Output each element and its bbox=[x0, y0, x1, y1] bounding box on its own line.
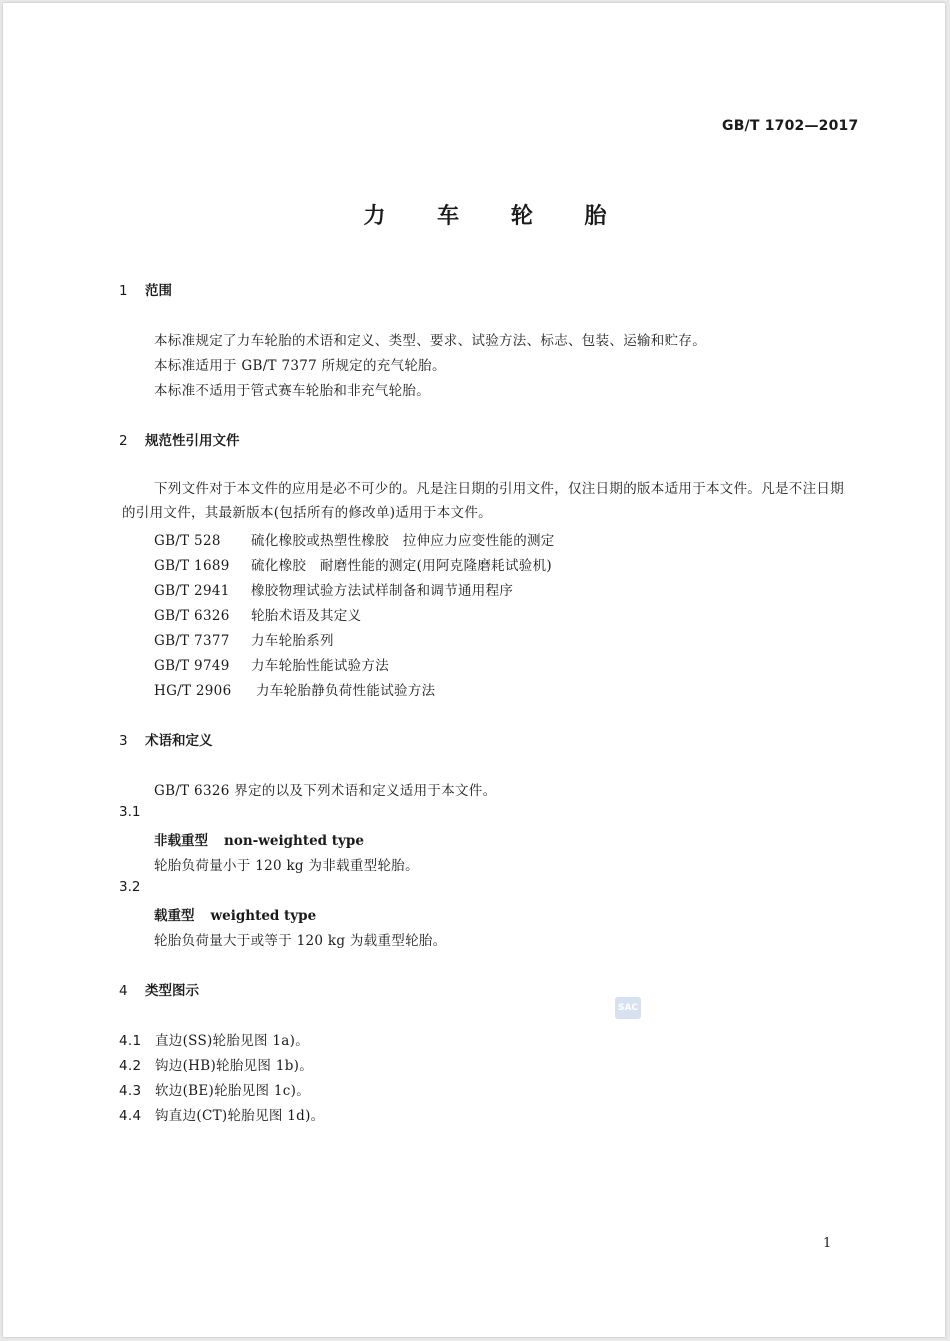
reference-title: 轮胎术语及其定义 bbox=[251, 608, 362, 624]
reference-code: GB/T 1689 bbox=[154, 558, 230, 574]
reference-item bbox=[154, 629, 334, 649]
reference-title: 力车轮胎静负荷性能试验方法 bbox=[256, 683, 436, 699]
list-item bbox=[119, 1104, 324, 1124]
document-title: 力 车 轮 胎 bbox=[363, 204, 629, 229]
section-2-heading bbox=[119, 429, 240, 449]
section-title: 范围 bbox=[145, 283, 172, 299]
reference-code: GB/T 7377 bbox=[154, 633, 230, 649]
item-number: 4.1 bbox=[119, 1033, 142, 1049]
list-item bbox=[119, 1079, 310, 1099]
standard-code: GB/T 1702—2017 bbox=[722, 118, 859, 134]
term-number: 3.1 bbox=[119, 804, 141, 820]
reference-code: HG/T 2906 bbox=[154, 683, 232, 699]
reference-item bbox=[154, 654, 389, 674]
reference-item bbox=[154, 679, 435, 699]
section-4-heading bbox=[119, 979, 199, 999]
document-page bbox=[3, 3, 945, 1337]
term-zh: 载重型 bbox=[154, 908, 195, 924]
section-number: 1 bbox=[119, 283, 128, 299]
term-en: weighted type bbox=[210, 908, 317, 924]
section-3-heading bbox=[119, 729, 213, 749]
section-title: 术语和定义 bbox=[145, 733, 213, 749]
section-number: 2 bbox=[119, 433, 128, 449]
reference-title: 硫化橡胶 耐磨性能的测定(用阿克隆磨耗试验机) bbox=[251, 558, 552, 574]
item-text: 钩直边(CT)轮胎见图 1d)。 bbox=[155, 1108, 325, 1124]
reference-code: GB/T 528 bbox=[154, 533, 221, 549]
terms-intro: GB/T 6326 界定的以及下列术语和定义适用于本文件。 bbox=[154, 783, 497, 799]
section-1-heading bbox=[119, 279, 172, 299]
item-number: 4.2 bbox=[119, 1058, 142, 1074]
term-zh: 非载重型 bbox=[154, 833, 208, 849]
reference-item bbox=[154, 604, 361, 624]
term-heading bbox=[154, 829, 364, 849]
reference-title: 力车轮胎系列 bbox=[251, 633, 334, 649]
reference-code: GB/T 6326 bbox=[154, 608, 230, 624]
reference-item bbox=[154, 529, 555, 549]
term-en: non-weighted type bbox=[224, 833, 364, 849]
sac-watermark: SAC bbox=[615, 997, 641, 1019]
paragraph: 本标准不适用于管式赛车轮胎和非充气轮胎。 bbox=[154, 383, 430, 399]
item-number: 4.3 bbox=[119, 1083, 142, 1099]
term-definition: 轮胎负荷量小于 120 kg 为非载重型轮胎。 bbox=[154, 858, 419, 874]
section-number: 3 bbox=[119, 733, 128, 749]
list-item bbox=[119, 1054, 313, 1074]
page-number: 1 bbox=[823, 1236, 832, 1251]
list-item bbox=[119, 1029, 309, 1049]
item-number: 4.4 bbox=[119, 1108, 142, 1124]
term-heading bbox=[154, 904, 316, 924]
section-number: 4 bbox=[119, 983, 128, 999]
section-title: 规范性引用文件 bbox=[145, 433, 240, 449]
reference-title: 力车轮胎性能试验方法 bbox=[251, 658, 389, 674]
paragraph: 本标准规定了力车轮胎的术语和定义、类型、要求、试验方法、标志、包装、运输和贮存。 bbox=[154, 333, 706, 349]
paragraph: 本标准适用于 GB/T 7377 所规定的充气轮胎。 bbox=[154, 358, 446, 374]
item-text: 软边(BE)轮胎见图 1c)。 bbox=[155, 1083, 311, 1099]
item-text: 直边(SS)轮胎见图 1a)。 bbox=[155, 1033, 309, 1049]
reference-title: 橡胶物理试验方法试样制备和调节通用程序 bbox=[251, 583, 514, 599]
reference-title: 硫化橡胶或热塑性橡胶 拉伸应力应变性能的测定 bbox=[251, 533, 555, 549]
term-number: 3.2 bbox=[119, 879, 141, 895]
reference-code: GB/T 9749 bbox=[154, 658, 230, 674]
reference-item bbox=[154, 579, 513, 599]
term-definition: 轮胎负荷量大于或等于 120 kg 为载重型轮胎。 bbox=[154, 933, 447, 949]
reference-item bbox=[154, 554, 552, 574]
reference-code: GB/T 2941 bbox=[154, 583, 230, 599]
item-text: 钩边(HB)轮胎见图 1b)。 bbox=[155, 1058, 314, 1074]
section-title: 类型图示 bbox=[145, 983, 199, 999]
references-intro: 下列文件对于本文件的应用是必不可少的。凡是注日期的引用文件，仅注日期的版本适用于本文件。凡是不注日期的引用文件，其最新版本(包括所有的修改单)适用于本文件。 bbox=[122, 481, 844, 521]
